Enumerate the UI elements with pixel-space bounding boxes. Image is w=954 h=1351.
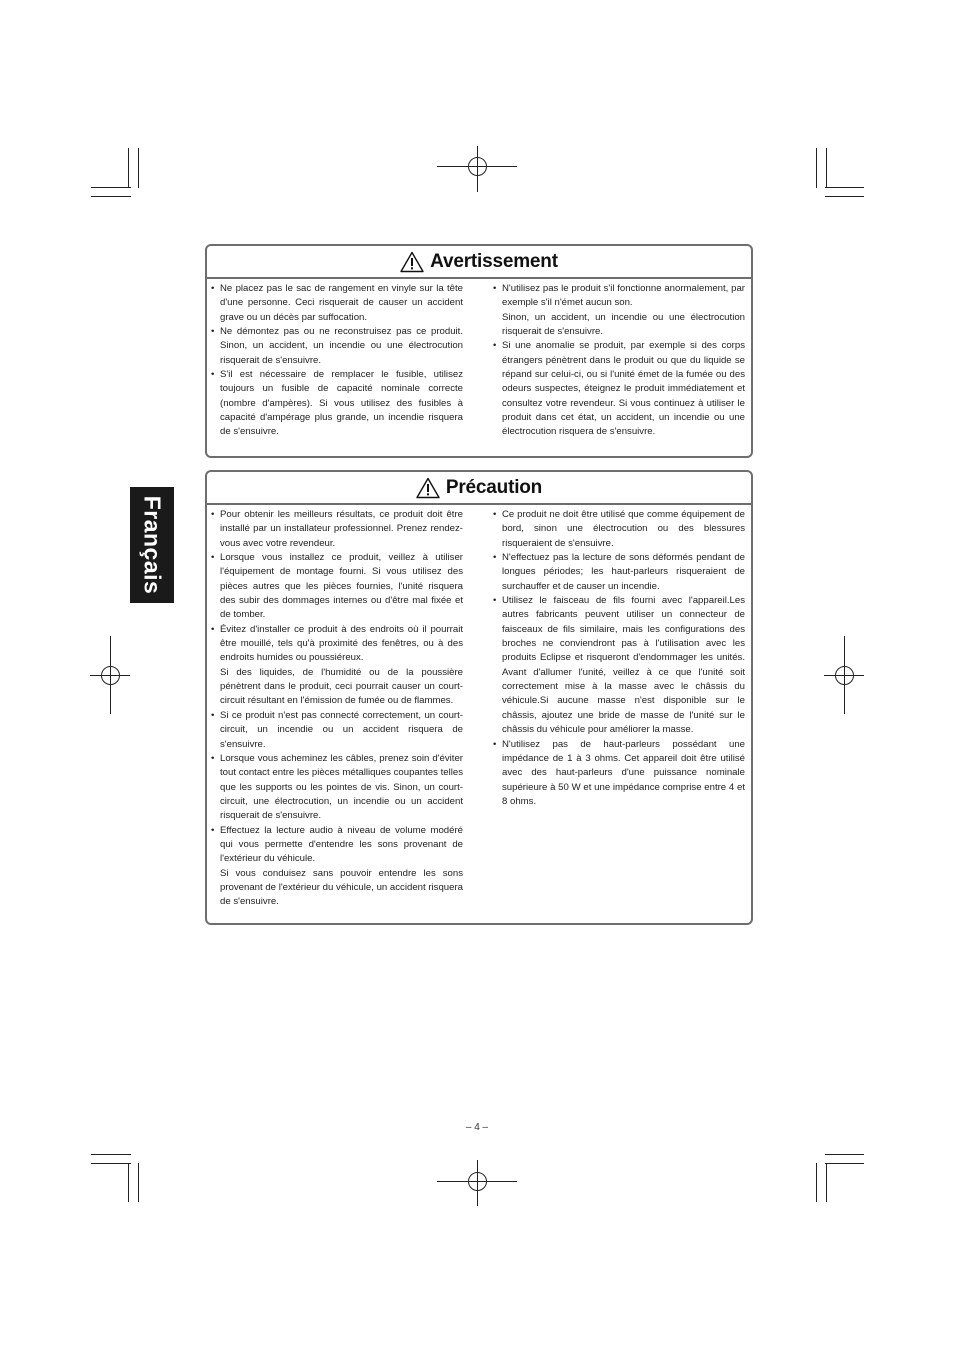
- bullet-item: [493, 594, 745, 737]
- bullet-item: [211, 325, 463, 368]
- bullet-item-text: N'effectuez pas la lecture de sons déformés pendant de longues périodes; les haut-parleurs risqueraient de surchauffer et de causer un incendie.: [502, 552, 745, 592]
- bullet-item: [211, 282, 463, 325]
- crop-mark: [91, 196, 131, 197]
- bullet-item-text: N'utilisez pas le produit s'il fonctionne anormalement, par exemple s'il n'émet aucun son.: [502, 283, 745, 309]
- bullet-item: [493, 282, 745, 311]
- bullet-item-text: Ce produit ne doit être utilisé que comme équipement de bord, sinon une électrocution ou des blessures risqueraient de s'ensuivre.: [502, 509, 745, 549]
- bullet-icon: •: [211, 369, 215, 381]
- bullet-item-text: S'il est nécessaire de remplacer le fusible, utilisez toujours un fusible de capacité nominale correcte (nombre d'ampères). Si vous utilisez des fusibles à capacité d'ampérage plus grande, un incendie risquera de s'ensuivre.: [220, 369, 463, 438]
- page-number: – 4 –: [465, 1122, 489, 1133]
- bullet-icon: •: [493, 509, 497, 520]
- registration-crosshair-left: [90, 636, 130, 714]
- continuation-paragraph: Si des liquides, de l'humidité ou de la poussière pénètrent dans le produit, ceci pourrait causer un court-circuit résultant en l'émission de fumée ou de flammes.: [220, 666, 463, 707]
- warning-triangle-icon: [416, 477, 440, 499]
- bullet-icon: •: [211, 623, 215, 635]
- crop-mark: [825, 196, 864, 197]
- bullet-item-text: Lorsque vous acheminez les câbles, prenez soin d'éviter tout contact entre les pièces métalliques coupantes telles que les supports ou les pointes de vis. Sinon, un court-circuit, une électrocution, un incendie ou un accident risquerait de s'ensuivre.: [220, 752, 463, 822]
- bullet-icon: •: [493, 738, 497, 750]
- bullet-item: [211, 752, 463, 824]
- bullet-item: [493, 508, 745, 551]
- caution-title: Précaution: [445, 476, 543, 498]
- bullet-icon: •: [493, 595, 497, 607]
- caution-box: [205, 470, 753, 925]
- bullet-item: [211, 551, 463, 623]
- continuation-paragraph: Sinon, un accident, un incendie ou une électrocution risquerait de s'ensuivre.: [502, 311, 745, 338]
- language-tab-label: Français: [139, 495, 166, 595]
- bullet-item-text: Évitez d'installer ce produit à des endroits où il pourrait être mouillé, tels qu'à proximité des fenêtres, ou à des endroits humides ou poussiéreux.: [220, 623, 463, 664]
- bullet-icon: •: [211, 509, 215, 520]
- crop-mark: [825, 1163, 864, 1164]
- bullet-item: [211, 368, 463, 440]
- crop-mark: [91, 1154, 131, 1155]
- bullet-icon: •: [493, 552, 497, 564]
- bullet-item-text: Si une anomalie se produit, par exemple si des corps étrangers pénètrent dans le produit ou que du liquide se répand sur celui-ci, ou si l'unité émet de la fumée ou des odeurs suspectes, éteignez le produit immédiatement et consultez votre revendeur. Si vous continuez à utiliser le produit dans cet état, un accident, un incendie ou une électrocution risquera de s'ensuivre.: [502, 340, 745, 438]
- crop-mark: [816, 148, 817, 188]
- bullet-icon: •: [211, 283, 215, 294]
- bullet-item-text: Ne placez pas le sac de rangement en vinyle sur la tête d'une personne. Ceci risquerait de causer un accident grave ou un décès par suffocation.: [220, 283, 463, 323]
- bullet-icon: •: [493, 283, 497, 294]
- crop-mark: [128, 1163, 129, 1202]
- crop-mark: [138, 148, 139, 188]
- caution-left-column: [211, 508, 463, 910]
- registration-crosshair-right: [824, 636, 864, 714]
- caution-right-column: [493, 508, 745, 910]
- bullet-item-text: Ne démontez pas ou ne reconstruisez pas ce produit. Sinon, un accident, un incendie ou une électrocution risquerait de s'ensuivre.: [220, 326, 463, 366]
- warning-title: Avertissement: [430, 250, 558, 272]
- crop-mark: [816, 1163, 817, 1202]
- bullet-item-text: Si ce produit n'est pas connecté correctement, un court-circuit, un incendie ou un accident risquera de s'ensuivre.: [220, 709, 463, 750]
- bullet-icon: •: [211, 824, 215, 836]
- bullet-item: [493, 738, 745, 810]
- crop-mark: [91, 187, 131, 188]
- bullet-item: [493, 551, 745, 594]
- crop-mark: [825, 1154, 864, 1155]
- warning-left-column: [211, 282, 463, 440]
- crop-mark: [91, 1163, 131, 1164]
- bullet-item: [211, 824, 463, 867]
- continuation-paragraph: Si vous conduisez sans pouvoir entendre les sons provenant de l'extérieur du véhicule, un accident risquera de s'ensuivre.: [220, 867, 463, 908]
- bullet-item: [211, 709, 463, 752]
- warning-triangle-icon: [400, 251, 424, 273]
- crop-mark: [826, 1163, 827, 1202]
- bullet-item-text: Lorsque vous installez ce produit, veillez à utiliser l'équipement de montage fourni. Si vous utilisez des pièces autres que les pièces fournies, l'unité risquera des subir des dommages internes ou d'être mal fixée et de tomber.: [220, 552, 463, 621]
- bullet-item: [493, 339, 745, 439]
- bullet-icon: •: [493, 340, 497, 352]
- warning-header: [207, 246, 751, 279]
- bullet-item-text: N'utilisez pas de haut-parleurs possédant une impédance de 1 à 3 ohms. Cet appareil doit être utilisé avec des haut-parleurs d'une puissance nominale supérieure à 50 W et une impédance comprise entre 4 et 8 ohms.: [502, 738, 745, 807]
- caution-header: [207, 472, 751, 505]
- crop-mark: [825, 187, 864, 188]
- bullet-item-text: Effectuez la lecture audio à niveau de volume modéré qui vous permette d'entendre les sons provenant de l'extérieur du véhicule.: [220, 824, 463, 865]
- crop-mark: [138, 1163, 139, 1202]
- warning-right-column: [493, 282, 745, 440]
- bullet-icon: •: [211, 709, 215, 721]
- language-tab: [130, 487, 174, 603]
- crop-mark: [826, 148, 827, 188]
- bullet-icon: •: [211, 552, 215, 564]
- bullet-icon: •: [211, 326, 215, 338]
- bullet-icon: •: [211, 752, 215, 764]
- crop-mark: [128, 148, 129, 188]
- bullet-item: [211, 508, 463, 551]
- bullet-item-text: Pour obtenir les meilleurs résultats, ce produit doit être installé par un installateur professionnel. Prenez rendez-vous avec votre revendeur.: [220, 509, 463, 549]
- bullet-item-text: Utilisez le faisceau de fils fourni avec l'appareil.Les autres fabricants peuvent utiliser un connecteur de faisceaux de fils similaire, mais les configurations des broches ne conviendront pas à l'utilisation avec les produits Eclipse et risqueront d'endommager les unités. Avant d'allumer l'unité, veillez à ce que l'unité soit correctement mise à la masse avec le châssis du véhicule.Si aucune masse n'est disponible sur le châssis, ajoutez une bride de masse de l'unité sur le châssis du véhicule pour améliorer la masse.: [502, 595, 745, 736]
- bullet-item: [211, 623, 463, 666]
- registration-crosshair-bottom: [437, 1160, 517, 1206]
- warning-box: [205, 244, 753, 458]
- registration-crosshair-top: [437, 146, 517, 192]
